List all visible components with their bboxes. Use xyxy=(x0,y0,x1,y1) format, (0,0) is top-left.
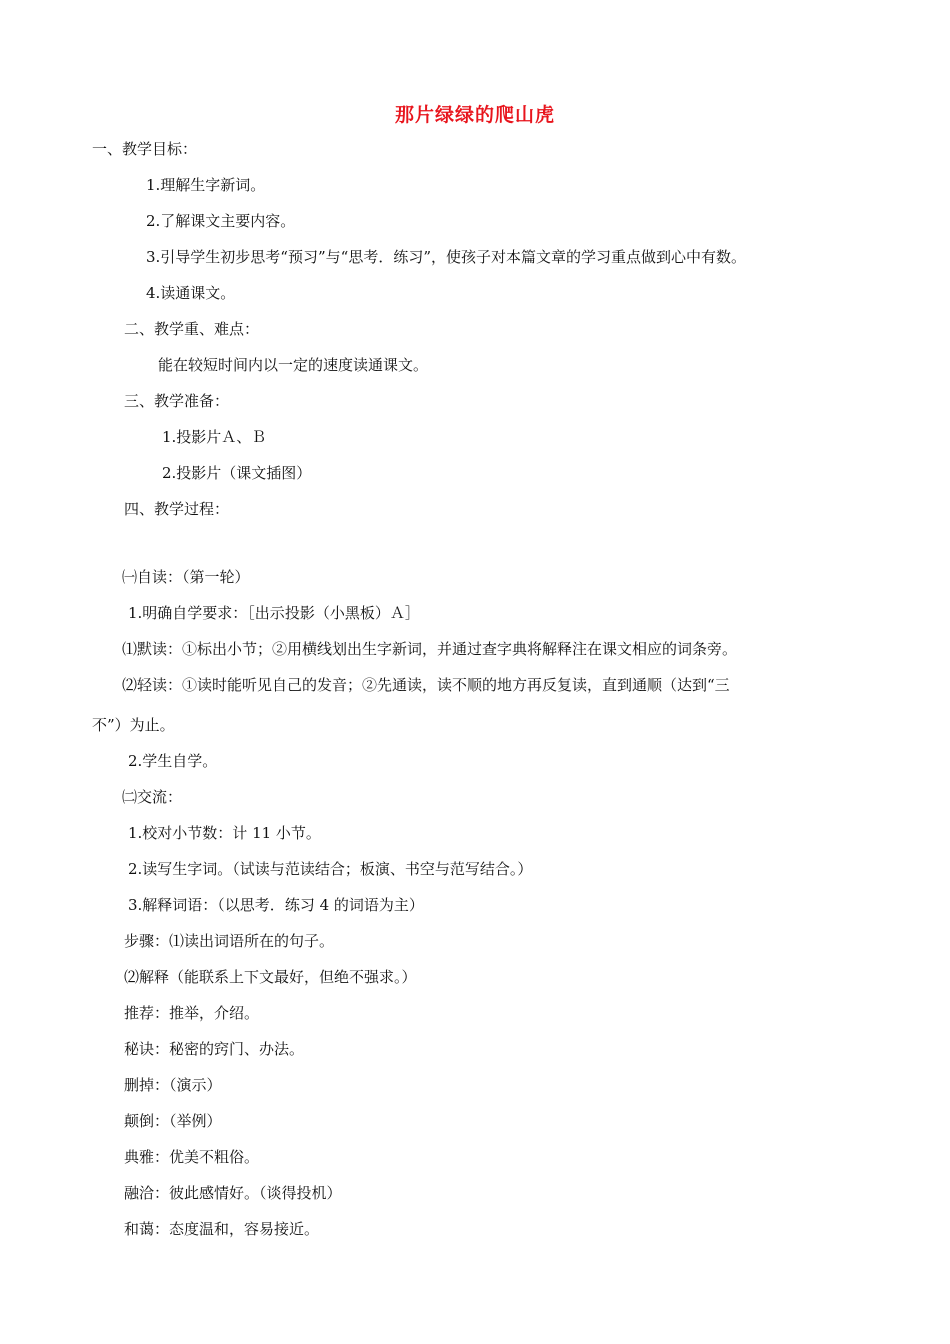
vocab-definition: 和蔼：态度温和，容易接近。 xyxy=(124,1220,320,1238)
process-item: ⑴默读：①标出小节；②用横线划出生字新词，并通过查字典将解释注在课文相应的词条旁。 xyxy=(122,640,738,658)
section-heading-objectives: 一、教学目标： xyxy=(92,140,198,158)
section-heading-process: 四、教学过程： xyxy=(124,500,230,518)
objective-item: 1.理解生字新词。 xyxy=(146,176,266,194)
vocab-definition: 融洽：彼此感情好。（谈得投机） xyxy=(124,1184,342,1202)
process-item: 1.校对小节数：计 11 小节。 xyxy=(128,824,321,842)
objective-item: 4.读通课文。 xyxy=(146,284,236,302)
preparation-item: 1.投影片Ａ、Ｂ xyxy=(162,428,267,446)
process-item: 2.学生自学。 xyxy=(128,752,218,770)
vocab-definition: 删掉：（演示） xyxy=(124,1076,222,1094)
step-heading-self-reading: ㈠自读：（第一轮） xyxy=(122,568,250,586)
section-heading-key-points: 二、教学重、难点： xyxy=(124,320,260,338)
process-item: 1.明确自学要求：［出示投影（小黑板）Ａ］ xyxy=(128,604,420,622)
objective-item: 3.引导学生初步思考“预习”与“思考．练习”，使孩子对本篇文章的学习重点做到心中有数。 xyxy=(146,248,746,266)
vocab-definition: 颠倒：（举例） xyxy=(124,1112,222,1130)
document-title: 那片绿绿的爬山虎 xyxy=(394,104,555,126)
vocab-definition: 典雅：优美不粗俗。 xyxy=(124,1148,260,1166)
section-heading-preparation: 三、教学准备： xyxy=(124,392,230,410)
process-item-continued: 不”）为止。 xyxy=(92,716,175,734)
key-point-text: 能在较短时间内以一定的速度读通课文。 xyxy=(158,356,429,374)
vocab-definition: 推荐：推举，介绍。 xyxy=(124,1004,260,1022)
process-item: 2.读写生字词。（试读与范读结合；板演、书空与范写结合。） xyxy=(128,860,533,878)
process-item: ⑵轻读：①读时能听见自己的发音；②先通读，读不顺的地方再反复读，直到通顺（达到“三 xyxy=(122,676,730,694)
objective-item: 2.了解课文主要内容。 xyxy=(146,212,296,230)
preparation-item: 2.投影片（课文插图） xyxy=(162,464,312,482)
process-item: 步骤：⑴读出词语所在的句子。 xyxy=(124,932,335,950)
process-item: 3.解释词语：（以思考．练习 4 的词语为主） xyxy=(128,896,424,914)
process-item: ⑵解释（能联系上下文最好，但绝不强求。） xyxy=(124,968,417,986)
step-heading-exchange: ㈡交流： xyxy=(122,788,183,806)
vocab-definition: 秘诀：秘密的窍门、办法。 xyxy=(124,1040,305,1058)
